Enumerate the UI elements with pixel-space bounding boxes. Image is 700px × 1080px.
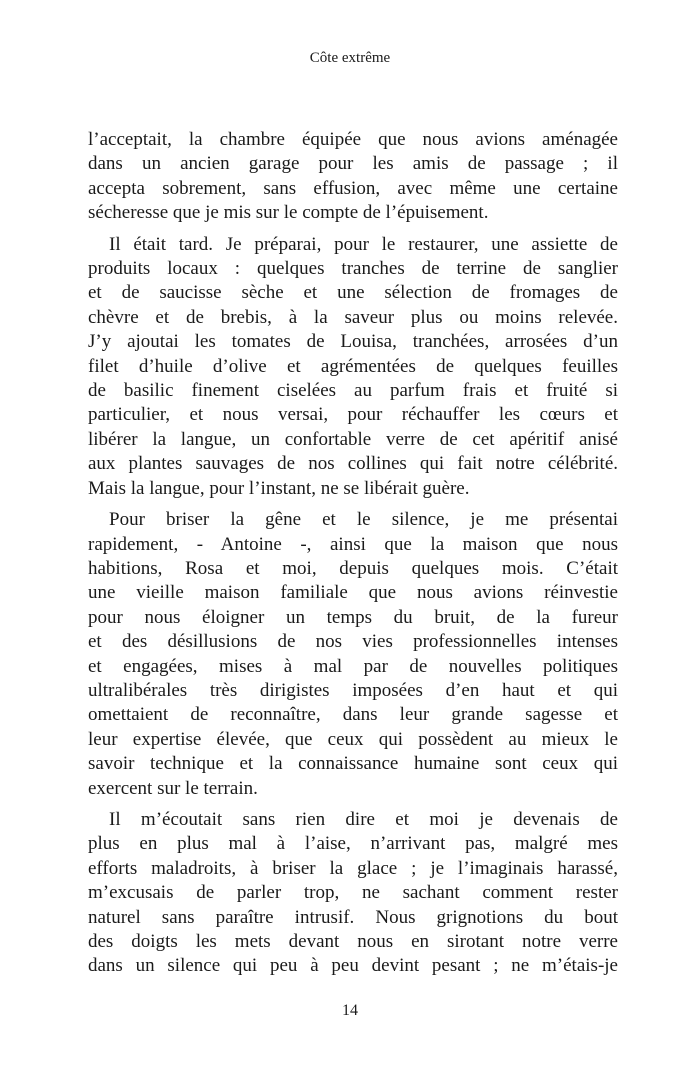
paragraph [88, 233, 618, 501]
text-line: savoir technique et la connaissance humaine sont ceux qui [88, 753, 618, 775]
text-line: leur expertise élevée, que ceux qui possèdent au mieux le [88, 728, 618, 750]
text-line: particulier, et nous versai, pour réchauffer les cœurs et [88, 404, 618, 426]
text-line: exercent sur le terrain. [88, 777, 258, 799]
text-line: efforts maladroits, à briser la glace ; je l’imaginais harassé, [88, 857, 618, 879]
text-line: accepta sobrement, sans effusion, avec même une certaine [88, 177, 618, 199]
text-line: m’excusais de parler trop, ne sachant comment rester [88, 882, 618, 904]
text-line: Pour briser la gêne et le silence, je me présentai [109, 509, 618, 531]
text-line: et des désillusions de nos vies professionnelles intenses [88, 631, 618, 653]
paragraph [88, 128, 618, 226]
text-line: de basilic finement ciselées au parfum frais et fruité si [88, 380, 618, 402]
text-line: Il m’écoutait sans rien dire et moi je devenais de [109, 808, 618, 830]
text-line: produits locaux : quelques tranches de terrine de sanglier [88, 258, 618, 280]
text-line: et engagées, mises à mal par de nouvelles politiques [88, 655, 618, 677]
text-line: rapidement, - Antoine -, ainsi que la maison que nous [88, 533, 618, 555]
text-line: ultralibérales très dirigistes imposées d’en haut et qui [88, 679, 618, 701]
text-line: habitions, Rosa et moi, depuis quelques mois. C’était [88, 557, 618, 579]
body-text [88, 128, 618, 986]
paragraph [88, 508, 618, 801]
text-line: des doigts les mets devant nous en sirotant notre verre [88, 931, 618, 952]
page-number: 14 [342, 1002, 358, 1019]
text-line: Mais la langue, pour l’instant, ne se libérait guère. [88, 477, 470, 499]
text-line: Il était tard. Je préparai, pour le restaurer, une assiette de [109, 233, 618, 255]
text-line: libérer la langue, un confortable verre de cet apéritif anisé [88, 428, 618, 450]
text-line: pour nous éloigner un temps du bruit, de la fureur [88, 606, 618, 628]
text-line: l’acceptait, la chambre équipée que nous avions aménagée [88, 129, 618, 150]
text-line: naturel sans paraître intrusif. Nous grignotions du bout [88, 906, 618, 928]
text-line: plus en plus mal à l’aise, n’arrivant pas, malgré mes [88, 833, 618, 855]
text-line: dans un ancien garage pour les amis de passage ; il [88, 153, 618, 175]
text-line: chèvre et de brebis, à la saveur plus ou moins relevée. [88, 306, 618, 328]
text-line: dans un silence qui peu à peu devint pesant ; ne m’étais-je [88, 955, 618, 977]
text-line: et de saucisse sèche et une sélection de fromages de [88, 282, 618, 304]
text-line: omettaient de reconnaître, dans leur grande sagesse et [88, 704, 618, 726]
text-line: sécheresse que je mis sur le compte de l’épuisement. [88, 202, 489, 224]
text-line: une vieille maison familiale que nous avions réinvestie [88, 582, 618, 604]
text-line: aux plantes sauvages de nos collines qui fait notre célébrité. [88, 453, 618, 475]
text-line: J’y ajoutai les tomates de Louisa, tranchées, arrosées d’un [88, 331, 618, 353]
paragraph [88, 808, 618, 979]
text-line: filet d’huile d’olive et agrémentées de quelques feuilles [88, 355, 618, 377]
running-header: Côte extrême [309, 50, 391, 66]
